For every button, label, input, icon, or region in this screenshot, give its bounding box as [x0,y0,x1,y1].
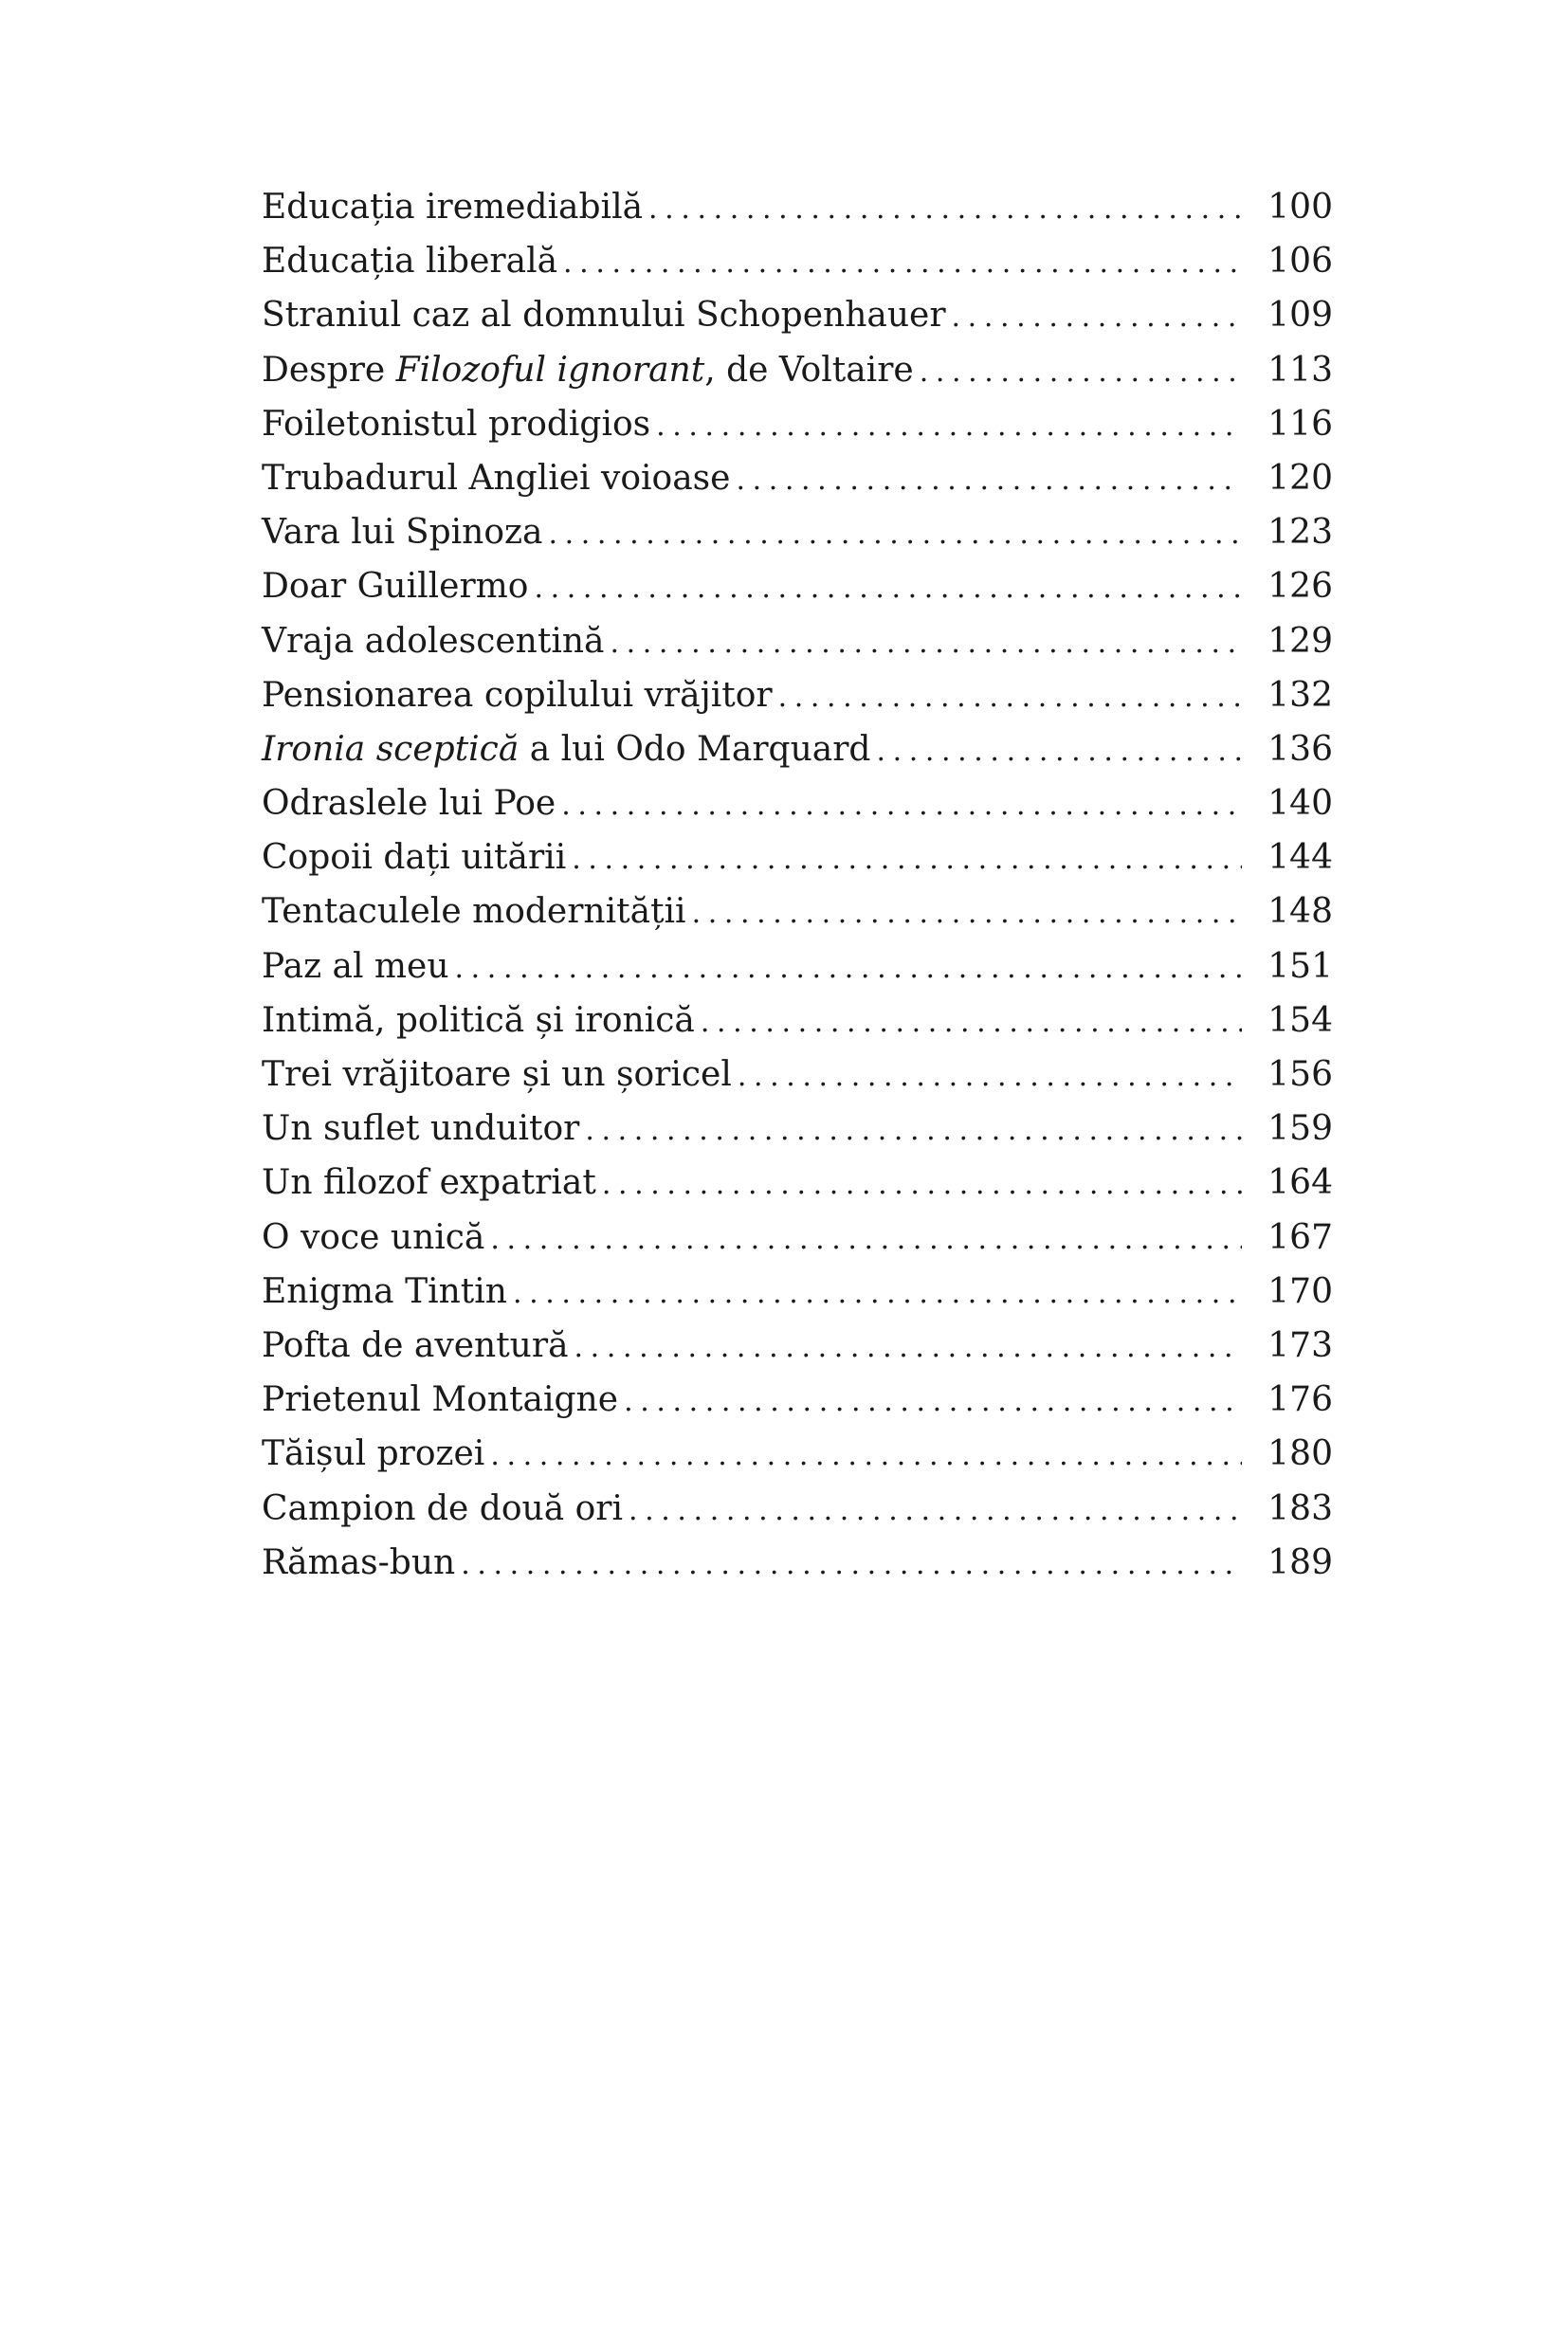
toc-entry [262,668,1333,722]
toc-entry-title: Despre Filozoful ignorant, de Voltaire [262,350,914,390]
dot-leader [876,724,1242,778]
toc-entry [262,776,1333,830]
toc-entry [262,722,1333,776]
toc-entry-title: Trubadurul Angliei voioase [262,458,731,498]
toc-entry-page: 129 [1267,621,1333,661]
toc-entry [262,234,1333,288]
dot-leader [952,290,1242,344]
toc-entry-page: 183 [1267,1488,1333,1528]
toc-entry-page: 144 [1267,838,1333,878]
dot-leader [611,616,1243,670]
dot-leader [736,453,1242,507]
toc-entry-page: 116 [1267,404,1333,444]
toc-entry-page: 154 [1267,1000,1333,1040]
toc-entry-title: O voce unică [262,1217,485,1257]
toc-entry-title: Straniul caz al domnului Schopenhauer [262,296,946,336]
dot-leader [602,1157,1242,1212]
toc-entry-title: Tentaculele modernității [262,892,686,932]
dot-leader [585,1103,1242,1157]
toc-entry-page: 136 [1267,729,1333,769]
dot-leader [701,995,1242,1049]
dot-leader [624,1375,1242,1429]
toc-entry [262,1265,1333,1319]
toc-entry-title: Pensionarea copilului vrăjitor [262,675,773,715]
toc-entry-page: 189 [1267,1542,1333,1582]
toc-entry-page: 140 [1267,784,1333,824]
toc-entry [262,1427,1333,1481]
dot-leader [920,345,1242,399]
toc-entry-title: Doar Guillermo [262,567,529,607]
toc-entry-title: Un suflet unduitor [262,1109,580,1149]
toc-entry-title: Educația iremediabilă [262,188,644,227]
dot-leader [490,1429,1242,1483]
toc-entry [262,1156,1333,1210]
toc-entry-page: 132 [1267,675,1333,715]
dot-leader [738,1049,1242,1103]
toc-entry-page: 173 [1267,1325,1333,1365]
dot-leader [561,778,1242,832]
toc-entry-page: 148 [1267,892,1333,932]
toc-entry [262,1102,1333,1156]
toc-entry-page: 167 [1267,1217,1333,1257]
toc-entry [262,614,1333,668]
toc-entry [262,830,1333,884]
toc-entry [262,1482,1333,1536]
toc-entry-title: Intimă, politică și ironică [262,1000,695,1040]
toc-entry-page: 109 [1267,296,1333,336]
dot-leader [572,832,1242,886]
toc-entry [262,1211,1333,1265]
toc-entry-page: 106 [1267,242,1333,282]
toc-entry [262,505,1333,559]
toc-entry-page: 120 [1267,458,1333,498]
toc-entry-title: Prietenul Montaigne [262,1380,619,1420]
toc-entry-page: 100 [1267,188,1333,227]
toc-entry [262,397,1333,451]
dot-leader [548,507,1242,561]
toc-entry [262,884,1333,939]
toc-entry-page: 159 [1267,1109,1333,1149]
toc-entry [262,993,1333,1048]
toc-entry-title: Odraslele lui Poe [262,784,556,824]
toc-entry-title: Vara lui Spinoza [262,513,543,553]
toc-entry [262,1048,1333,1102]
toc-entry-title: Trei vrăjitoare și un șoricel [262,1055,732,1094]
toc-entry-title: Campion de două ori [262,1488,624,1528]
dot-leader [648,182,1242,236]
toc-entry-page: 170 [1267,1271,1333,1311]
toc-entry-title: Foiletonistul prodigios [262,404,651,444]
toc-entry [262,180,1333,234]
toc-entry-page: 176 [1267,1380,1333,1420]
toc-entry [262,939,1333,993]
toc-entry [262,451,1333,505]
dot-leader [490,1212,1242,1267]
toc-entry [262,343,1333,397]
toc-entry-page: 180 [1267,1434,1333,1474]
dot-leader [563,236,1242,290]
dot-leader [513,1267,1242,1321]
toc-entry [262,1373,1333,1427]
toc-entry-page: 164 [1267,1163,1333,1203]
toc-entry-page: 123 [1267,513,1333,553]
toc-entry-title: Enigma Tintin [262,1271,507,1311]
dot-leader [778,670,1242,724]
toc-entry-title: Educația liberală [262,242,558,282]
toc-entry-title: Vraja adolescentină [262,621,605,661]
toc-entry-title: Pofta de aventură [262,1325,569,1365]
toc-entry-title: Tăișul prozei [262,1434,485,1474]
toc-entry-title: Un filozof expatriat [262,1163,596,1203]
dot-leader [534,561,1242,615]
dot-leader [461,1538,1242,1592]
toc-entry-title: Rămas-bun [262,1542,456,1582]
toc-entry [262,1536,1333,1590]
toc-entry [262,1319,1333,1373]
toc-entry-title: Copoii dați uitării [262,838,567,878]
toc-entry-page: 126 [1267,567,1333,607]
toc-entry [262,559,1333,613]
dot-leader [629,1484,1242,1538]
dot-leader [692,886,1242,940]
toc-entry-title: Paz al meu [262,946,449,986]
dot-leader [455,941,1242,995]
dot-leader [574,1321,1242,1375]
table-of-contents [262,180,1333,1590]
toc-entry-page: 113 [1267,350,1333,390]
toc-entry-page: 156 [1267,1055,1333,1094]
toc-entry-page: 151 [1267,946,1333,986]
dot-leader [656,399,1242,453]
toc-entry-title: Ironia sceptică a lui Odo Marquard [262,729,871,769]
toc-entry [262,288,1333,342]
